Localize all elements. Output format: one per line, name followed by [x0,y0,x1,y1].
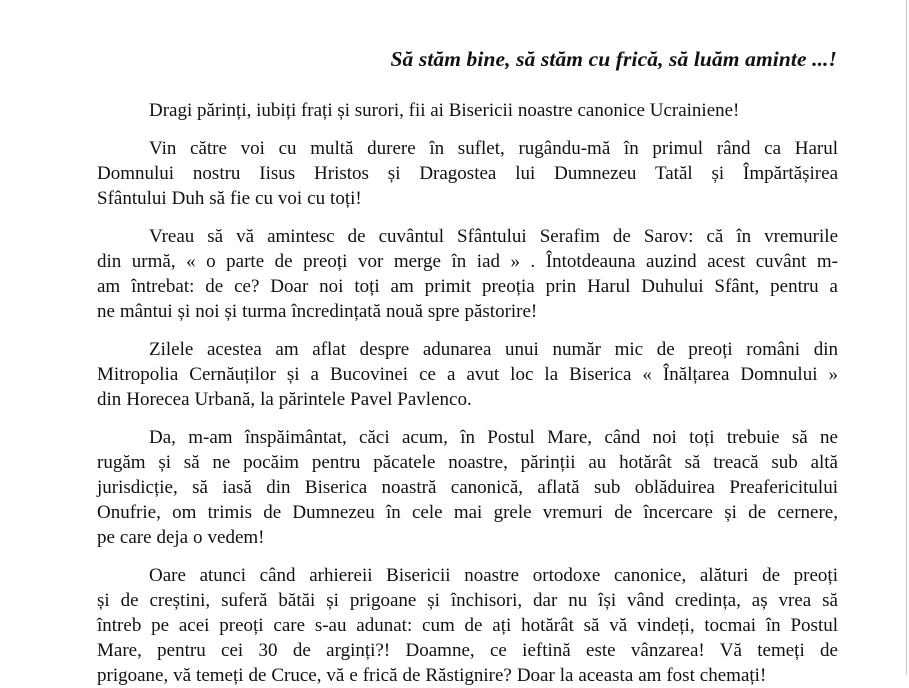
salutation: Dragi părinți, iubiți frați și surori, fii ai Bisericii noastre canonice Ucrainiene! [149,100,740,121]
paragraph-line: Sfântului Duh să fie cu voi cu toți! [97,188,362,209]
paragraph-line: prigoane, vă temeți de Cruce, vă e frică de Răstignire? Doar la aceasta am fost chemați! [97,665,767,686]
paragraph-line: și de creștini, suferă bătăi și prigoane și închisori, dar nu își vând credința, aș vrea să [97,590,838,611]
paragraph-line: rugăm și să ne pocăim pentru păcatele noastre, părinții au hotărât să treacă sub altă [97,452,838,473]
paragraph-line: întreb pe acei preoți care s-au adunat: cum de ați hotărât să vă vindeți, tocmai în Postul [97,615,838,636]
paragraph-5 [97,550,838,688]
paragraph-line: Domnului nostru Iisus Hristos și Dragostea lui Dumnezeu Tatăl și Împărtășirea [97,163,838,184]
paragraph-line: Oare atunci când arhiereii Bisericii noastre ortodoxe canonice, alături de preoți [149,565,838,586]
paragraph-line: Zilele acestea am aflat despre adunarea unui număr mic de preoți români din [149,339,838,360]
paragraph-3 [97,324,838,412]
paragraph-line: jurisdicție, să iasă din Biserica noastră canonică, aflată sub oblăduirea Preafericitului [97,477,838,498]
paragraph-4 [97,412,838,550]
paragraph-line: ne mântui și noi și turma încredințată nouă spre păstorire! [97,301,538,322]
paragraph-line: din Horecea Urbană, la părintele Pavel Pavlenco. [97,389,472,410]
paragraph-line: Mare, pentru cei 30 de arginți?! Doamne, ce ieftină este vânzarea! Vă temeți de [97,640,838,661]
paragraph-line: Vreau să vă amintesc de cuvântul Sfântului Serafim de Sarov: că în vremurile [149,226,838,247]
paragraph-line: din urmă, « o parte de preoți vor merge în iad » . Întotdeauna auzind acest cuvânt m- [97,251,838,272]
paragraph-line: Onufrie, om trimis de Dumnezeu în cele mai grele vremuri de încercare și de cernere, [97,502,838,523]
paragraph-line: pe care deja o vedem! [97,527,265,548]
paragraph-1 [97,123,838,211]
paragraph-line: Vin către voi cu multă durere în suflet, rugându-mă în primul rând ca Harul [149,138,838,159]
paragraph-line: Mitropolia Cernăuților și a Bucovinei ce a avut loc la Biserica « Înălțarea Domnului » [97,364,838,385]
paragraph-line: Da, m-am înspăimântat, căci acum, în Postul Mare, când noi toți trebuie să ne [149,427,838,448]
paragraph-line: am întrebat: de ce? Doar noi toți am primit preoția prin Harul Duhului Sfânt, pentru a [97,276,838,297]
text-column [97,0,838,688]
page-title: Să stăm bine, să stăm cu frică, să luăm aminte ...! [390,47,837,71]
paragraph-2 [97,211,838,324]
sheet-edge-rule [906,0,907,675]
